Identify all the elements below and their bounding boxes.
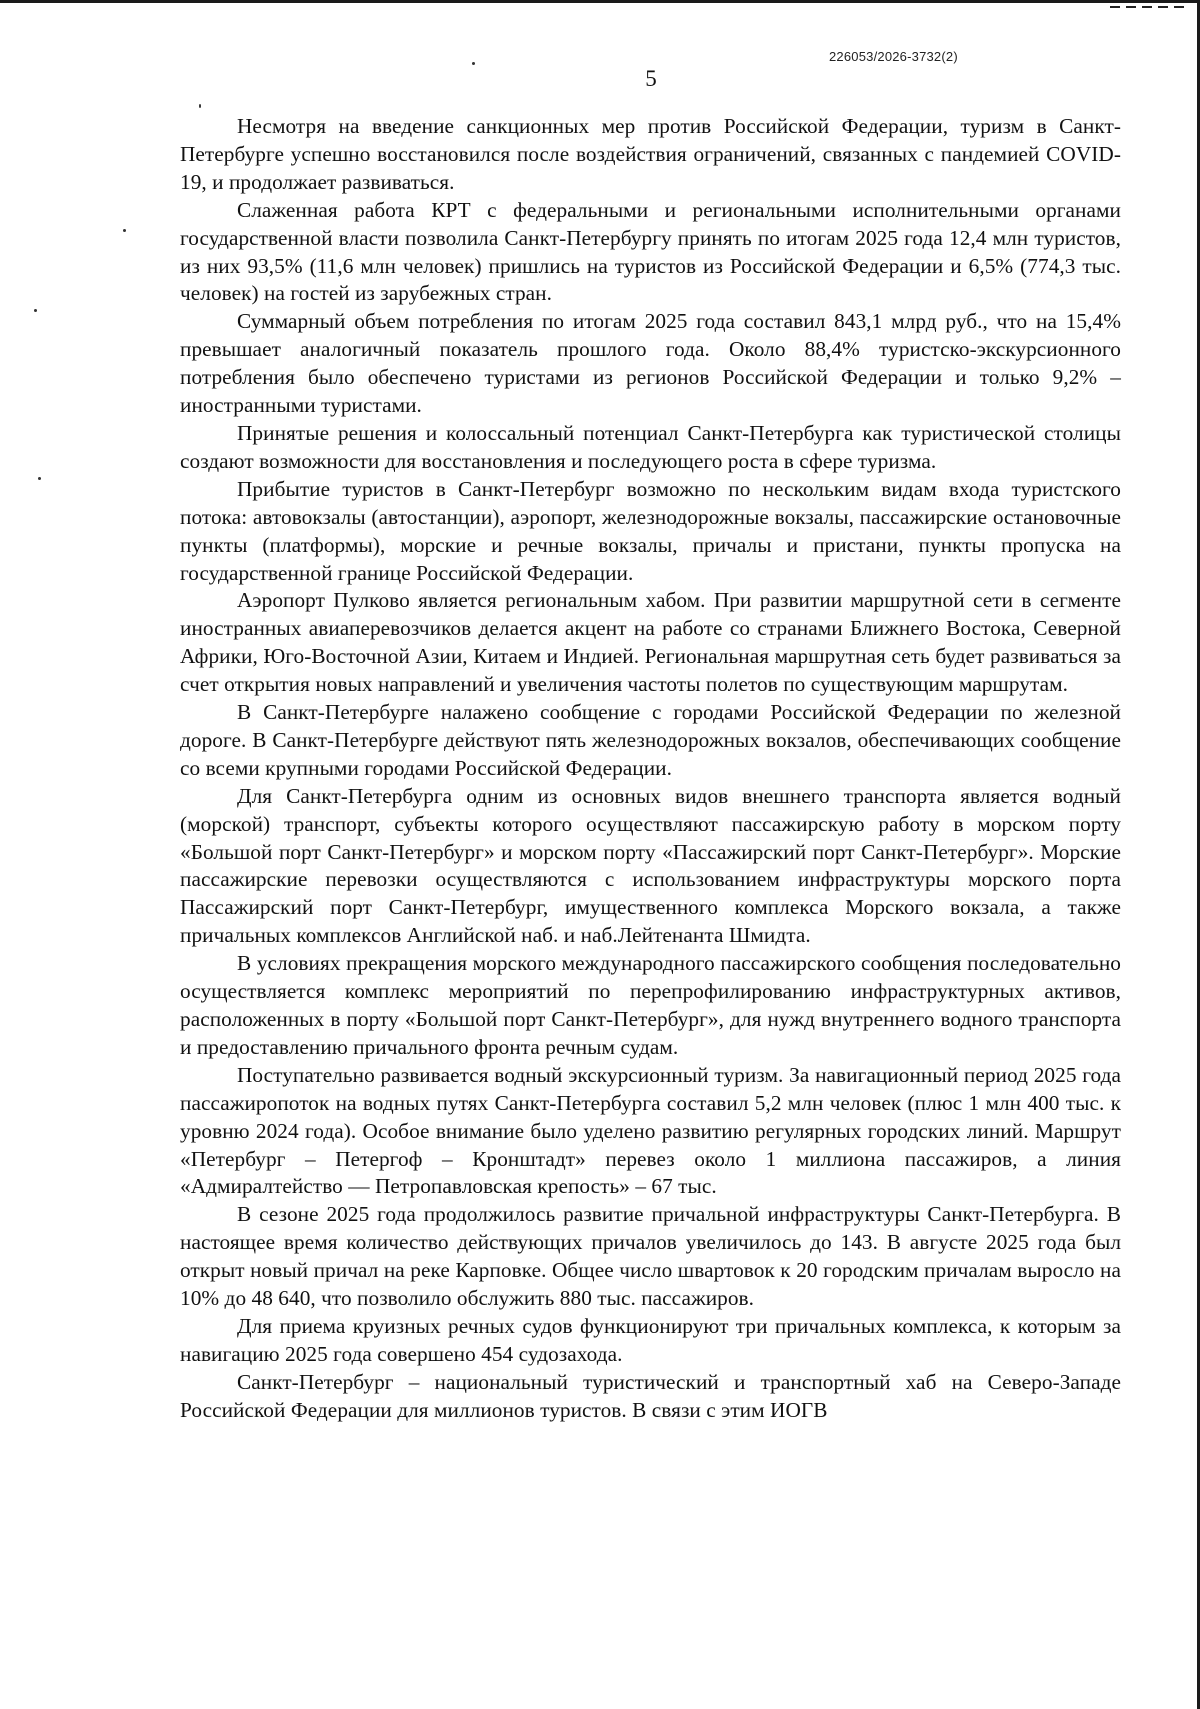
document-body (180, 113, 1121, 1425)
paragraph-2: Слаженная работа КРТ с федеральными и региональными исполнительными органами государственной власти позволила Санкт-Петербургу принять по итогам 2025 года 12,4 млн туристов, из них 93,5% (11,6 млн человек) пришлись на туристов из Российской Федерации и 6,5% (774,3 тыс. человек) на гостей из зарубежных стран. (180, 197, 1121, 306)
paragraph-10: Поступательно развивается водный экскурсионный туризм. За навигационный период 2025 года пассажиропоток на водных путях Санкт-Петербурга составил 5,2 млн человек (плюс 1 млн 400 тыс. к уровню 2024 года). Особое внимание было уделено развитию регулярных городских линий. Маршрут «Петербург – Петергоф – Кронштадт» перевез около 1 миллиона пассажиров, а линия «Адмиралтейство — Петропавловская крепость» – 67 тыс. (180, 1062, 1121, 1199)
paragraph-11: В сезоне 2025 года продолжилось развитие причальной инфраструктуры Санкт-Петербурга. В настоящее время количество действующих причалов увеличилось до 143. В августе 2025 года был открыт новый причал на реке Карповке. Общее число швартовок к 20 городским причалам выросло на 10% до 48 640, что позволило обслужить 880 тыс. пассажиров. (180, 1202, 1121, 1311)
scan-speck (123, 229, 126, 232)
paragraph-1: Несмотря на введение санкционных мер против Российской Федерации, туризм в Санкт-Петербурге успешно восстановился после воздействия ограничений, связанных с пандемией COVID-19, и продолжает развиваться. (180, 114, 1121, 194)
page-number: 5 (645, 66, 657, 91)
scan-speck (199, 104, 201, 108)
scan-speck (38, 477, 41, 480)
scan-border-top-tail (1110, 6, 1190, 8)
paragraph-7: В Санкт-Петербурге налажено сообщение с городами Российской Федерации по железной дороге. В Санкт-Петербурге действуют пять железнодорожных вокзалов, обеспечивающих сообщение со всеми крупными городами Российской Федерации. (180, 700, 1121, 780)
scan-border-top (0, 0, 1200, 3)
document-registration-number: 226053/2026-3732(2) (829, 49, 958, 64)
paragraph-8: Для Санкт-Петербурга одним из основных видов внешнего транспорта является водный (морской) транспорт, субъекты которого осуществляют пассажирскую работу в морском порту «Большой порт Санкт-Петербург» и морском порту «Пассажирский порт Санкт-Петербург». Морские пассажирские перевозки осуществляются с использованием инфраструктуры морского порта Пассажирский порт Санкт-Петербург, имущественного комплекса Морского вокзала, а также причальных комплексов Английской наб. и наб.Лейтенанта Шмидта. (180, 783, 1121, 948)
paragraph-13: Санкт-Петербург – национальный туристический и транспортный хаб на Северо-Западе Российской Федерации для миллионов туристов. В связи с этим ИОГВ (180, 1369, 1121, 1422)
scan-speck (34, 309, 37, 312)
paragraph-9: В условиях прекращения морского международного пассажирского сообщения последовательно осуществляется комплекс мероприятий по перепрофилированию инфраструктурных активов, расположенных в порту «Большой порт Санкт-Петербург», для нужд внутреннего водного транспорта и предоставлению причального фронта речным судам. (180, 951, 1121, 1059)
scan-speck (472, 62, 475, 65)
paragraph-3: Суммарный объем потребления по итогам 2025 года составил 843,1 млрд руб., что на 15,4% превышает аналогичный показатель прошлого года. Около 88,4% туристско-экскурсионного потребления было обеспечено туристами из регионов Российской Федерации и только 9,2% – иностранными туристами. (180, 309, 1121, 418)
paragraph-6: Аэропорт Пулково является региональным хабом. При развитии маршрутной сети в сегменте иностранных авиаперевозчиков делается акцент на работе со странами Ближнего Востока, Северной Африки, Юго-Восточной Азии, Китаем и Индией. Региональная маршрутная сеть будет развиваться за счет открытия новых направлений и увеличения частоты полетов по существующим маршрутам. (180, 588, 1121, 697)
paragraph-4: Принятые решения и колоссальный потенциал Санкт-Петербурга как туристической столицы создают возможности для восстановления и последующего роста в сфере туризма. (180, 420, 1121, 473)
paragraph-5: Прибытие туристов в Санкт-Петербург возможно по нескольким видам входа туристского потока: автовокзалы (автостанции), аэропорт, железнодорожные вокзалы, пассажирские остановочные пункты (платформы), морские и речные вокзалы, причалы и пристани, пункты пропуска на государственной границе Российской Федерации. (180, 476, 1121, 585)
paragraph-12: Для приема круизных речных судов функционируют три причальных комплекса, к которым за навигацию 2025 года совершено 454 судозахода. (180, 1313, 1121, 1366)
